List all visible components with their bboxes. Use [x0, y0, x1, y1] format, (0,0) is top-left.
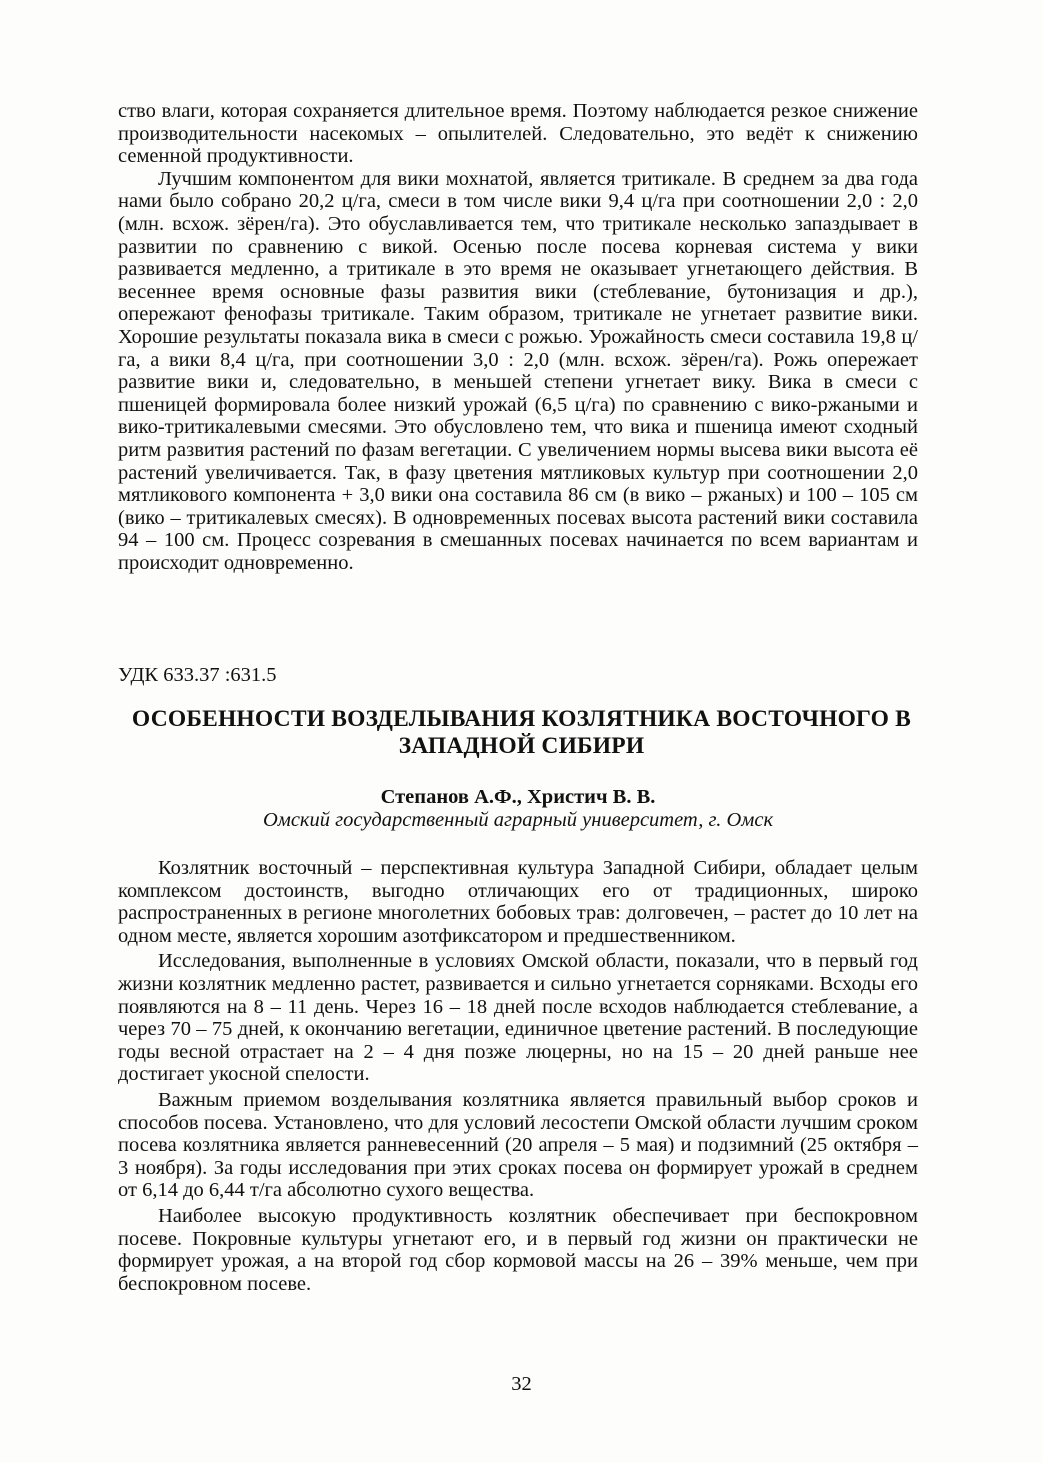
- article-title: ОСОБЕННОСТИ ВОЗДЕЛЫВАНИЯ КОЗЛЯТНИКА ВОСТОЧНОГО В ЗАПАДНОЙ СИБИРИ: [131, 706, 912, 759]
- author-affiliation: Омский государственный аграрный университет, г. Омск: [262, 809, 774, 831]
- body-paragraph-2: Исследования, выполненные в условиях Омской области, показали, что в первый год жизни козлятник медленно растет, развивается и сильно угнетается сорняками. Всходы его появляются на 8 – 11 день. Через 16 – 18 дней после всходов наблюдается стеблевание, а через 70 – 75 дней, к окончанию вегетации, единичное цветение растений. В последующие годы весной отрастает на 2 – 4 дня позже люцерны, но на 15 – 20 дней раньше нее достигает укосной спелости.: [118, 950, 918, 1086]
- body-paragraph-1: Козлятник восточный – перспективная культура Западной Сибири, обладает целым комплексом достоинств, выгодно отличающих его от традиционных, широко распространенных в регионе многолетних бобовых трав: долговечен, – растет до 10 лет на одном месте, является хорошим азотфиксатором и предшественником.: [118, 857, 918, 947]
- article-body: [118, 857, 918, 1298]
- udk-code: УДК 633.37 :631.5: [118, 664, 277, 686]
- continuation-paragraph-1: ство влаги, которая сохраняется длительное время. Поэтому наблюдается резкое снижение производительности насекомых – опылителей. Следовательно, это ведёт к снижению семенной продуктивности.: [118, 100, 918, 168]
- previous-article-continuation: [118, 100, 918, 574]
- continuation-paragraph-2: Лучшим компонентом для вики мохнатой, является тритикале. В среднем за два года нами было собрано 20,2 ц/га, смеси в том числе вики 9,4 ц/га при соотношении 2,0 : 2,0 (млн. всхож. зёрен/га). Это обуславливается тем, что тритикале несколько запаздывает в развитии по сравнению с викой. Осенью после посева корневая система у вики развивается медленно, а тритикале в это время не оказывает угнетающего действия. В весеннее время основные фазы развития вики (стеблевание, бутонизация и др.), опережают фенофазы тритикале. Таким образом, тритикале не угнетает развитие вики. Хорошие результаты показала вика в смеси с рожью. Урожайность смеси составила 19,8 ц/га, а вики 8,4 ц/га, при соотношении 3,0 : 2,0 (млн. всхож. зёрен/га). Рожь опережает развитие вики и, следовательно, в меньшей степени угнетает вику. Вика в смеси с пшеницей формировала более низкий урожай (6,5 ц/га) по сравнению с вико-ржаными и вико-тритикалевыми смесями. Это обусловлено тем, что вика и пшеница имеют сходный ритм развития растений по фазам вегетации. С увеличением нормы высева вики высота её растений увеличивается. Так, в фазу цветения мятликовых культур при соотношении 2,0 мятликового компонента + 3,0 вики она составила 86 см (в вико – ржаных) и 100 – 105 см (вико – тритикалевых смесях). В одновременных посевах высота растений вики составила 94 – 100 см. Процесс созревания в смешанных посевах начинается по всем вариантам и происходит одновременно.: [118, 167, 918, 574]
- body-paragraph-4: Наиболее высокую продуктивность козлятник обеспечивает при беспокровном посеве. Покровные культуры угнетают его, и в первый год жизни он практически не формирует урожая, а на второй год сбор кормовой массы на 26 – 39% меньше, чем при беспокровном посеве.: [118, 1204, 918, 1295]
- body-paragraph-3: Важным приемом возделывания козлятника является правильный выбор сроков и способов посева. Установлено, что для условий лесостепи Омской области лучшим сроком посева козлятника является ранневесенний (20 апреля – 5 мая) и подзимний (25 октября – 3 ноября). За годы исследования при этих сроках посева он формирует урожай в среднем от 6,14 до 6,44 т/га абсолютно сухого вещества.: [118, 1088, 918, 1202]
- page-number: 32: [511, 1373, 532, 1395]
- article-authors: Степанов А.Ф., Христич В. В.: [380, 786, 656, 808]
